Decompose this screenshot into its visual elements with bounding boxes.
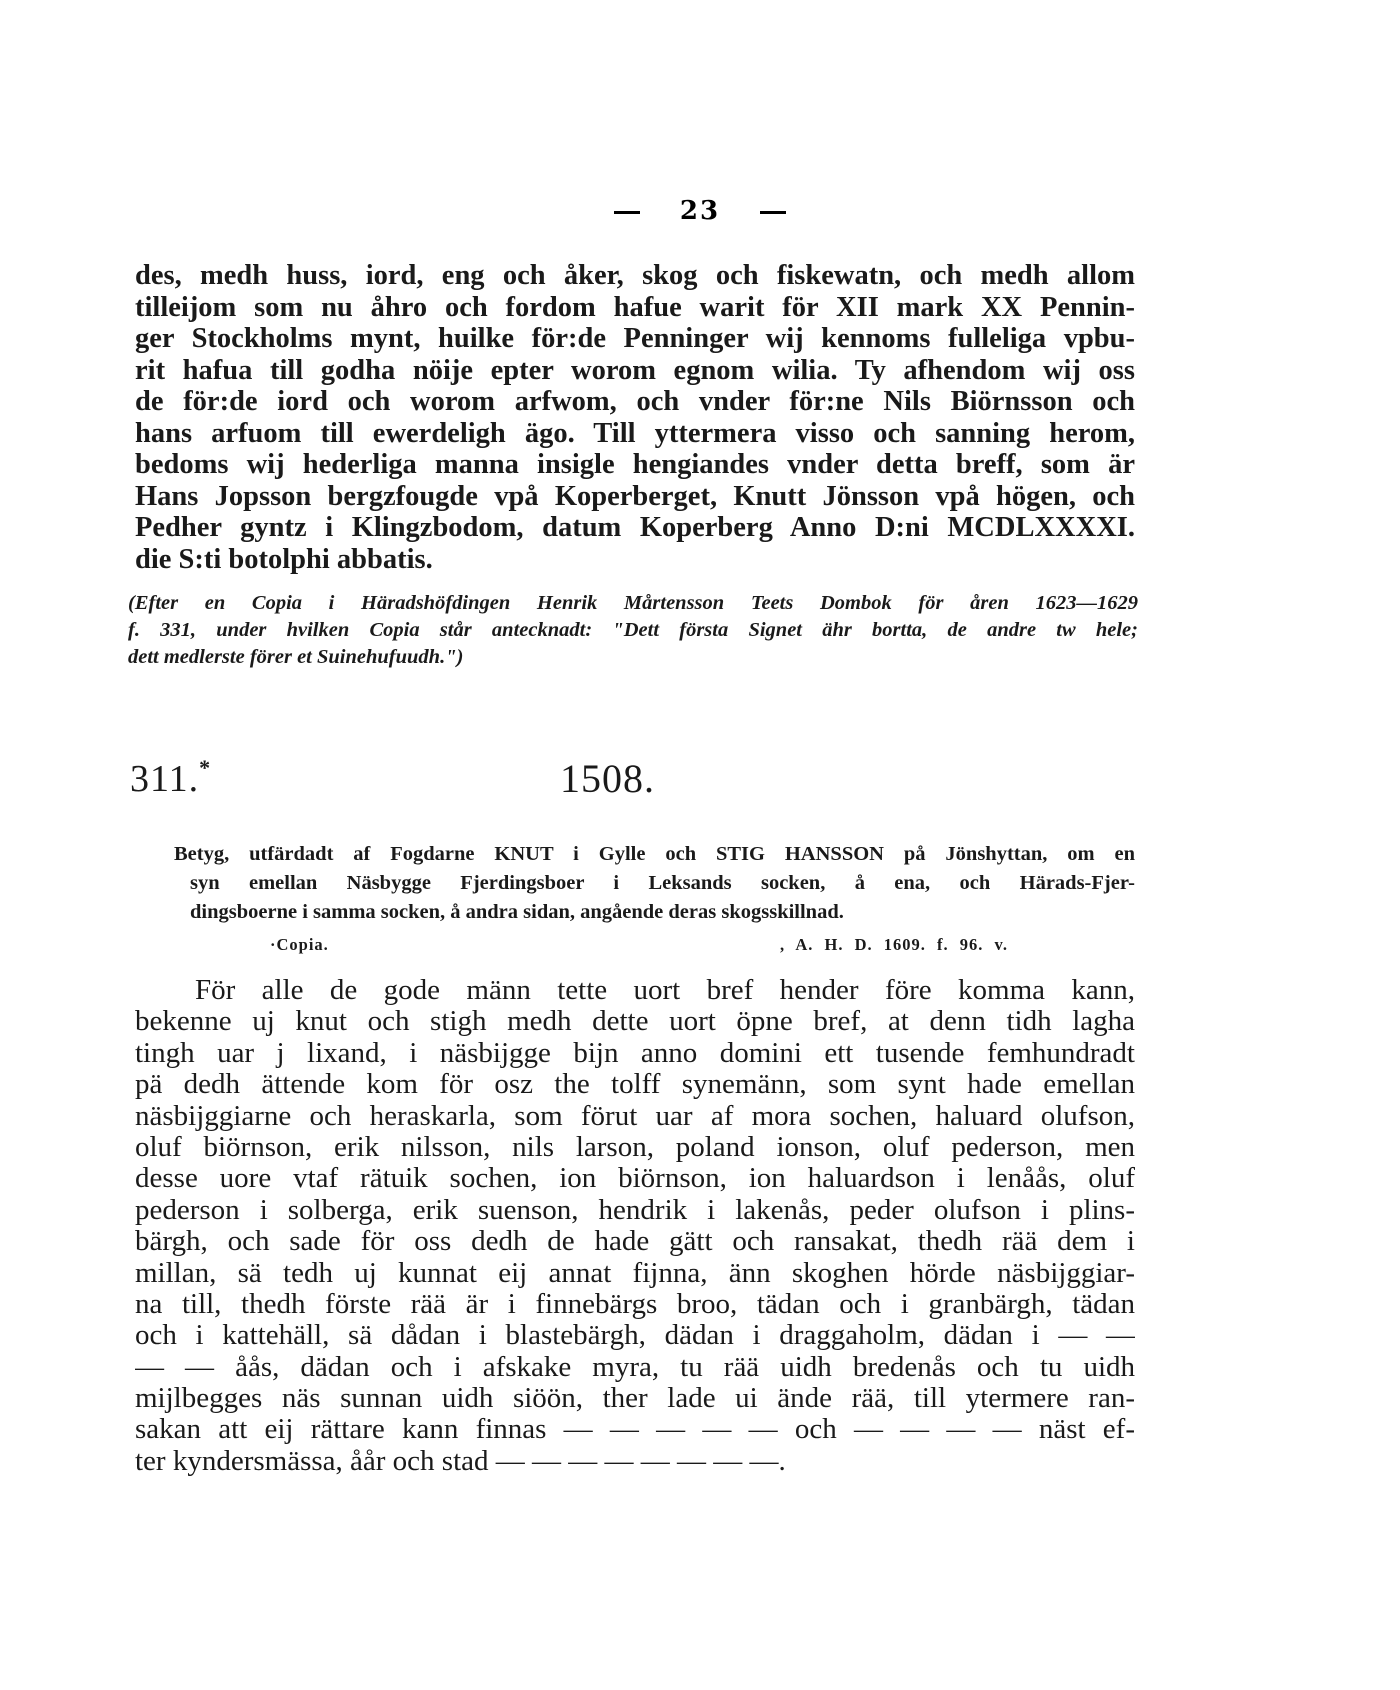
text-line: näsbijggiarne och heraskarla, som förut uar af mora sochen, haluard olufson, [135, 1100, 1135, 1132]
text-line: bekenne uj knut och stigh medh dette uort öpne bref, at denn tidh lagha [135, 1006, 1135, 1038]
text-line: de för:de iord och worom arfwom, och vnder för:ne Nils Biörnsson och [135, 386, 1135, 417]
text-line: — — åås, dädan och i afskake myra, tu rää uidh bredenås och tu uidh [135, 1351, 1135, 1383]
text-line: Pedher gyntz i Klingzbodom, datum Koperberg Anno D:ni MCDLXXXXI. [135, 512, 1135, 543]
text-line: die S:ti botolphi abbatis. [135, 543, 433, 575]
text-line: des, medh huss, iord, eng och åker, skog och fiskewatn, och medh allom [135, 260, 1135, 291]
text-line: bedoms wij hederliga manna insigle hengiandes vnder detta breff, som är [135, 449, 1135, 480]
text-line: mijlbegges näs sunnan uidh siöön, ther lade ui ände rää, till ytermere ran- [135, 1383, 1135, 1415]
entry-summary [174, 840, 1135, 927]
text-line: sakan att eij rättare kann finnas — — — — — och — — — — näst ef- [135, 1414, 1135, 1446]
text-line: pä dedh ättende kom för osz the tolff synemänn, som synt hade emellan [135, 1069, 1135, 1101]
text-line: na till, thedh förste rää är i finnebärgs broo, tädan och i granbärgh, tädan [135, 1288, 1135, 1320]
text-line: bärgh, och sade för oss dedh de hade gätt och ransakat, thedh rää dem i [135, 1226, 1135, 1258]
page-number [0, 196, 1400, 226]
text-line: För alle de gode männ tette uort bref hender före komma kann, [195, 975, 1135, 1006]
summary-line: Betyg, utfärdadt af Fogdarne KNUT i Gylle och STIG HANSSON på Jönshyttan, om en [174, 843, 1135, 865]
text-line: oluf biörnson, erik nilsson, nils larson, poland ionson, oluf pederson, men [135, 1131, 1135, 1163]
text-line: Hans Jopsson bergzfougde vpå Koperberget, Knutt Jönsson vpå högen, och [135, 480, 1135, 512]
source-copia: ·Copia. [270, 935, 329, 954]
page-number-value: 23 [679, 196, 721, 226]
entry-number [130, 755, 211, 801]
text-line: desse uore vtaf rätuik sochen, ion biörnson, ion haluardson i lenåås, oluf [135, 1163, 1135, 1195]
continued-letter-text [135, 260, 1135, 575]
summary-line: dingsboerne i samma socken, å andra sidan, angående deras skogsskillnad. [190, 901, 844, 923]
text-line: millan, sä tedh uj kunnat eij annat fijnna, änn skoghen hörde näsbijggiar- [135, 1257, 1135, 1289]
text-line: pederson i solberga, erik suenson, hendrik i lakenås, peder olufson i plins- [135, 1194, 1135, 1226]
page-number-dash-right [760, 211, 786, 214]
note-line: dett medlerste förer et Suinehufuudh.") [128, 646, 464, 668]
note-line: f. 331, under hvilken Copia står antecknadt: "Dett första Signet ähr bortta, de andre tw hele; [128, 619, 1138, 641]
source-archive-ref: , A. H. D. 1609. f. 96. v. [780, 935, 1008, 954]
text-line: tilleijom som nu åhro och fordom hafue warit för XII mark XX Pennin- [135, 291, 1135, 323]
text-line: rit hafua till godha nöije epter worom egnom wilia. Ty afhendom wij oss [135, 354, 1135, 386]
text-line: ter kyndersmässa, åår och stad — — — — — — — —. [135, 1445, 786, 1477]
note-line: (Efter en Copia i Häradshöfdingen Henrik Mårtensson Teets Dombok för åren 1623—1629 [128, 592, 1138, 614]
letter-text [135, 975, 1135, 1477]
text-line: och i kattehäll, sä dådan i blastebärgh, dädan i draggaholm, dädan i — — [135, 1320, 1135, 1352]
page-number-dash-left [614, 211, 640, 214]
source-note [128, 590, 1138, 671]
text-line: hans arfuom till ewerdeligh ägo. Till yttermera visso och sanning herom, [135, 417, 1135, 449]
text-line: tingh uar j lixand, i näsbijgge bijn anno domini ett tusende femhundradt [135, 1037, 1135, 1069]
entry-number-value: 311. [130, 758, 200, 800]
entry-year: 1508. [560, 756, 655, 801]
entry-marker: * [199, 755, 212, 780]
summary-line: syn emellan Näsbygge Fjerdingsboer i Leksands socken, å ena, och Härads-Fjer- [190, 872, 1135, 894]
text-line: ger Stockholms mynt, huilke för:de Penninger wij kennoms fulleliga vpbu- [135, 323, 1135, 354]
